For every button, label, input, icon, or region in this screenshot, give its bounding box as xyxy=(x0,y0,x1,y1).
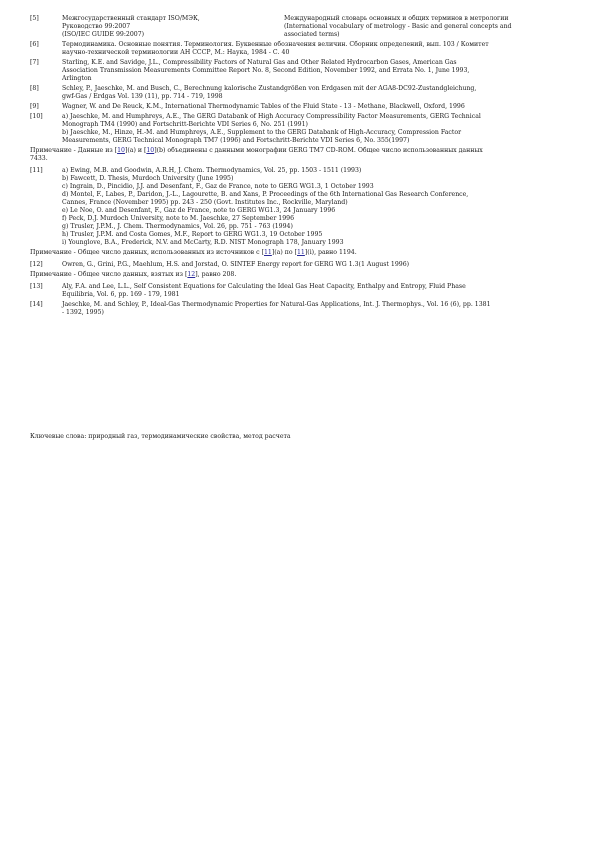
reference-text: Международный словарь основных и общих терминов в метрологии xyxy=(284,15,509,22)
note-text: Примечание - Общее число данных, взятых из [ xyxy=(30,271,188,278)
reference-text: научно-технической терминологии АН СССР, М.: Наука, 1984 - С. 40 xyxy=(62,49,290,56)
note-3 xyxy=(30,271,575,279)
reference-number: [5] xyxy=(30,15,39,22)
reference-text: d) Montel, F., Labes, P., Daridon, J.-L., Lagourette, B. and Xans, P. Proceedings of the 6th International Gas Research Conference, xyxy=(62,191,469,198)
reference-8 xyxy=(30,85,575,101)
reference-text: i) Younglove, B.A., Frederick, N.V. and McCarty, R.D. NIST Monograph 178, January 1993 xyxy=(62,239,344,246)
reference-text: Cannes, France (November 1995) pp. 243 - 250 (Govt. Institutes Inc., Rockville, Maryland) xyxy=(62,199,348,206)
reference-text: Термодинамика. Основные понятия. Терминология. Буквенные обозначения величин. Сборник определений, вып. 103 / Комитет xyxy=(62,41,489,48)
reference-number: [12] xyxy=(30,261,43,268)
reference-number: [8] xyxy=(30,85,39,92)
reference-7 xyxy=(30,59,575,83)
note-text: 7433. xyxy=(30,155,48,162)
reference-text: c) Ingrain, D., Pincidio, J.J. and Desenfant, F., Gaz de France, note to GERG WG1.3, 1 October 1993 xyxy=(62,183,374,190)
reference-number: [6] xyxy=(30,41,39,48)
reference-text: Межгосударственный стандарт ISO/МЭК, xyxy=(62,15,200,22)
reference-text: g) Trusler, J.P.M., J. Chem. Thermodynamics, Vol. 26, pp. 751 - 763 (1994) xyxy=(62,223,293,230)
reference-text: b) Jaeschke, M., Hinze, H.-M. and Humphreys, A.E., Supplement to the GERG Databank of High-Accuracy, Compression Factor xyxy=(62,129,462,136)
reference-text: a) Ewing, M.B. and Goodwin, A.R.H, J. Chem. Thermodynamics, Vol. 25, pp. 1503 - 1511 (1993) xyxy=(62,167,362,174)
reference-number: [13] xyxy=(30,283,43,290)
reference-11 xyxy=(30,167,575,247)
reference-text: Monograph TM4 (1990) and Fortschritt-Berichte VDI Series 6, No. 251 (1991) xyxy=(62,121,308,128)
reference-link[interactable]: 10 xyxy=(146,147,155,154)
reference-text: Jaeschke, M. and Schley, P., Ideal-Gas Thermodynamic Properties for Natural-Gas Applications, Int. J. Thermophys., Vol. 16 (6), pp. 1381 xyxy=(62,301,491,308)
note-1 xyxy=(30,147,575,163)
reference-number: [7] xyxy=(30,59,39,66)
reference-text: Association Transmission Measurements Committee Report No. 8, Second Edition, November 1992, and Errata No. 1, June 1993, xyxy=(62,67,470,74)
note-text: Примечание - Общее число данных, использованных из источников с [ xyxy=(30,249,264,256)
reference-number: [14] xyxy=(30,301,43,308)
reference-text: Measurements, GERG Technical Monograph TM7 (1996) and Fortschritt-Berichte VDI Series 6, No. 355(1997) xyxy=(62,137,410,144)
reference-number: [10] xyxy=(30,113,43,120)
reference-text: (ISO/IEC GUIDE 99:2007) xyxy=(62,31,145,38)
reference-text: Equilibria, Vol. 6, pp. 169 - 179, 1981 xyxy=(62,291,180,298)
reference-text: Aly, F.A. and Lee, L.L., Self Consistent Equations for Calculating the Ideal Gas Heat Capacity, Enthalpy and Entropy, Fluid Phase xyxy=(62,283,466,290)
reference-link[interactable]: 11 xyxy=(297,249,305,256)
reference-14 xyxy=(30,301,575,317)
reference-5 xyxy=(30,15,575,39)
reference-link[interactable]: 12 xyxy=(187,271,196,278)
reference-text: e) Le Noe, O. and Desenfant, F., Gaz de France, note to GERG WG1.3, 24 January 1996 xyxy=(62,207,336,214)
reference-link[interactable]: 10 xyxy=(117,147,125,154)
reference-link[interactable]: 11 xyxy=(263,249,272,256)
note-text: Примечание - Данные из [ xyxy=(30,147,118,154)
reference-number: [9] xyxy=(30,103,39,110)
reference-text: (International vocabulary of metrology - Basic and general concepts and xyxy=(284,23,512,30)
reference-list xyxy=(30,15,575,319)
note-text: ](a) и [ xyxy=(124,147,147,154)
reference-6 xyxy=(30,41,575,57)
reference-text: f) Peck, D.J. Murdoch University, note to M. Jaeschke, 27 September 1996 xyxy=(62,215,295,222)
reference-text: Arlington xyxy=(62,75,92,82)
reference-12 xyxy=(30,261,575,269)
reference-10 xyxy=(30,113,575,145)
reference-text: h) Trusler, J.P.M. and Costa Gomes, M.F., Report to GERG WG1.3, 19 October 1995 xyxy=(62,231,323,238)
note-text: ], равно 208. xyxy=(195,271,237,278)
note-text: ](i), равно 1194. xyxy=(304,249,357,256)
keywords: Ключевые слова: природный газ, термодинамические свойства, метод расчета xyxy=(30,433,291,440)
reference-text: Руководство 99:2007 xyxy=(62,23,131,30)
reference-text: - 1392, 1995) xyxy=(62,309,104,316)
reference-text: Starling, K.E. and Savidge, J.L., Compressibility Factors of Natural Gas and Other Related Hydrocarbon Gases, American Gas xyxy=(62,59,457,66)
note-text: ](a) по [ xyxy=(271,249,297,256)
reference-text: associated terms) xyxy=(284,31,340,38)
reference-number: [11] xyxy=(30,167,43,174)
reference-13 xyxy=(30,283,575,299)
note-2 xyxy=(30,249,575,257)
reference-text: b) Fawcett, D. Thesis, Murdoch University (June 1995) xyxy=(62,175,234,182)
reference-text: a) Jaeschke, M. and Humphreys, A.E., The GERG Databank of High Accuracy Compressibility Factor Measurements, GERG Technical xyxy=(62,113,481,120)
reference-text: Schley, P., Jaeschke, M. and Busch, C., Berechnung kalorische Zustandgrößen von Erdgasen mit der AGA8-DC92-Zustandgleichung, xyxy=(62,85,477,92)
reference-text: Owren, G., Grini, P.G., Maehlum, H.S. and Jorstad, O. SINTEF Energy report for GERG WG 1.3(1 August 1996) xyxy=(62,261,410,268)
reference-9 xyxy=(30,103,575,111)
note-text: ](b) объединены с данными монографии GERG TM7 CD-ROM. Общее число использованных данных xyxy=(154,147,483,154)
reference-text: gwf-Gas / Erdgas Vol. 139 (11), pp. 714 - 719, 1998 xyxy=(62,93,223,100)
reference-text: Wagner, W. and De Reuck, K.M., International Thermodynamic Tables of the Fluid State - 13 - Methane, Blackwell, Oxford, 1996 xyxy=(62,103,465,110)
